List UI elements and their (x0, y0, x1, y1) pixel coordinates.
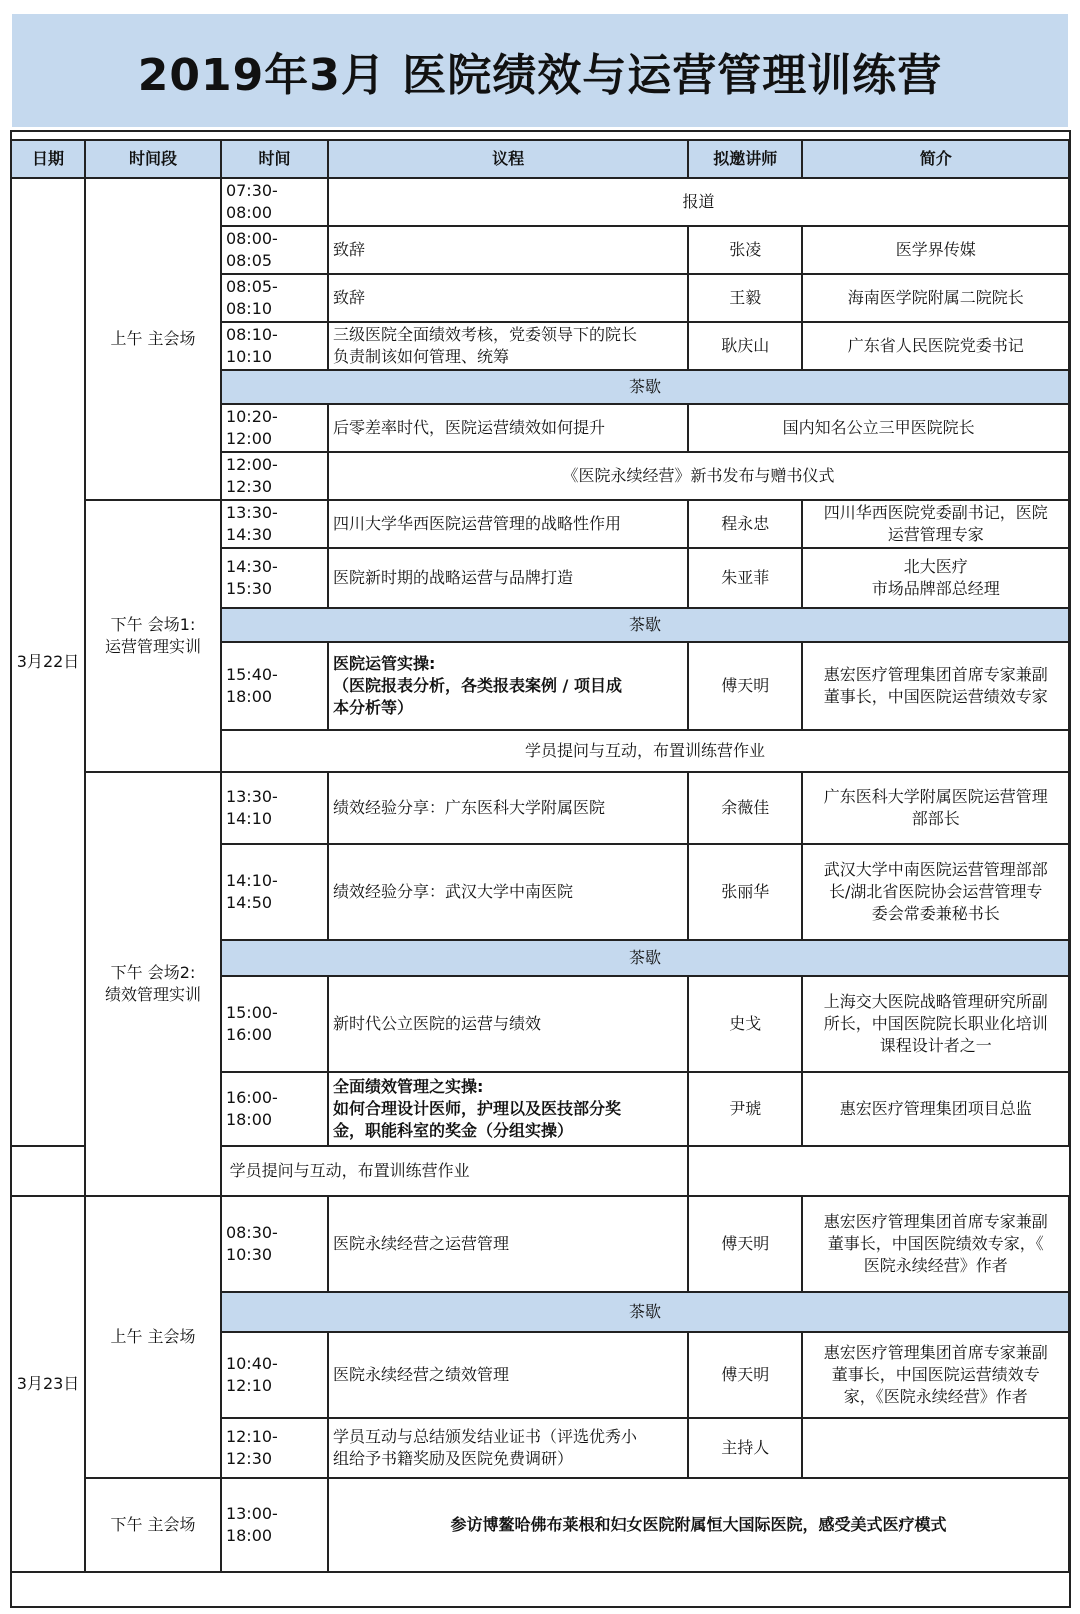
intro-cell: 四川华西医院党委副书记，医院 运营管理专家 (802, 500, 1069, 548)
speaker-cell: 朱亚菲 (688, 548, 802, 608)
break-cell: 茶歇 (221, 1292, 1069, 1332)
speaker-cell: 主持人 (688, 1418, 802, 1478)
intro-cell: 广东省人民医院党委书记 (802, 322, 1069, 370)
time-cell: 07:30- 08:00 (221, 178, 328, 226)
schedule-table (10, 139, 1070, 1573)
intro-cell: 惠宏医疗管理集团首席专家兼副 董事长，中国医院运营绩效专家 (802, 642, 1069, 730)
agenda-cell: 四川大学华西医院运营管理的战略性作用 (328, 500, 688, 548)
intro-cell: 惠宏医疗管理集团首席专家兼副 董事长，中国医院运营绩效专 家，《医院永续经营》作者 (802, 1332, 1069, 1418)
table-row (11, 500, 1069, 548)
intro-cell: 上海交大医院战略管理研究所副 所长，中国医院院长职业化培训 课程设计者之一 (802, 976, 1069, 1072)
session-cell: 下午 会场2: 绩效管理实训 (85, 772, 221, 1196)
agenda-cell: 致辞 (328, 226, 688, 274)
header-row (11, 140, 1069, 178)
speaker-cell: 傅天明 (688, 1332, 802, 1418)
intro-cell: 武汉大学中南医院运营管理部部 长/湖北省医院协会运营管理专 委会常委兼秘书长 (802, 844, 1069, 940)
time-cell: 14:30- 15:30 (221, 548, 328, 608)
intro-cell (802, 1418, 1069, 1478)
time-cell: 15:40- 18:00 (221, 642, 328, 730)
agenda-cell: 后零差率时代，医院运营绩效如何提升 (328, 404, 688, 452)
title-banner (12, 14, 1068, 127)
intro-cell: 北大医疗 市场品牌部总经理 (802, 548, 1069, 608)
time-cell: 13:00- 18:00 (221, 1478, 328, 1572)
speaker-cell: 傅天明 (688, 1196, 802, 1292)
time-cell: 12:00- 12:30 (221, 452, 328, 500)
header-time: 时间 (221, 140, 328, 178)
agenda-cell: 绩效经验分享：武汉大学中南医院 (328, 844, 688, 940)
time-cell: 12:10- 12:30 (221, 1418, 328, 1478)
note-cell: 学员提问与互动，布置训练营作业 (221, 730, 1069, 772)
agenda-cell: 报道 (328, 178, 1069, 226)
header-agenda: 议程 (328, 140, 688, 178)
time-cell: 13:30- 14:30 (221, 500, 328, 548)
header-intro: 简介 (802, 140, 1069, 178)
session-cell: 上午 主会场 (85, 178, 221, 500)
table-row (11, 1196, 1069, 1292)
header-period: 时间段 (85, 140, 221, 178)
agenda-cell: 参访博鳌哈佛布莱根和妇女医院附属恒大国际医院，感受美式医疗模式 (328, 1478, 1069, 1572)
break-cell: 茶歇 (221, 370, 1069, 404)
session-cell: 下午 主会场 (85, 1478, 221, 1572)
break-cell: 茶歇 (221, 940, 1069, 976)
agenda-cell: 全面绩效管理之实操: 如何合理设计医师，护理以及医技部分奖 金，职能科室的奖金（分组实操） (328, 1072, 688, 1146)
agenda-cell: 三级医院全面绩效考核，党委领导下的院长 负责制该如何管理、统筹 (328, 322, 688, 370)
header-date: 日期 (11, 140, 85, 178)
session-cell: 上午 主会场 (85, 1196, 221, 1478)
speaker-cell: 余薇佳 (688, 772, 802, 844)
agenda-cell: 医院运管实操: （医院报表分析，各类报表案例 / 项目成 本分析等） (328, 642, 688, 730)
speaker-cell: 傅天明 (688, 642, 802, 730)
speaker-cell: 耿庆山 (688, 322, 802, 370)
time-cell: 10:20- 12:00 (221, 404, 328, 452)
agenda-cell: 医院永续经营之绩效管理 (328, 1332, 688, 1418)
time-cell: 10:40- 12:10 (221, 1332, 328, 1418)
time-cell: 08:30- 10:30 (221, 1196, 328, 1292)
intro-cell: 医学界传媒 (802, 226, 1069, 274)
intro-cell: 广东医科大学附属医院运营管理 部部长 (802, 772, 1069, 844)
intro-cell: 惠宏医疗管理集团首席专家兼副 董事长，中国医院绩效专家，《 医院永续经营》作者 (802, 1196, 1069, 1292)
table-row (11, 772, 1069, 844)
speaker-cell: 史戈 (688, 976, 802, 1072)
time-cell: 08:05- 08:10 (221, 274, 328, 322)
break-cell: 茶歇 (221, 608, 1069, 642)
table-row (11, 178, 1069, 226)
speaker-cell: 尹琥 (688, 1072, 802, 1146)
agenda-cell: 绩效经验分享：广东医科大学附属医院 (328, 772, 688, 844)
table-row (11, 1478, 1069, 1572)
agenda-cell: 医院新时期的战略运营与品牌打造 (328, 548, 688, 608)
speaker-cell: 张丽华 (688, 844, 802, 940)
time-cell: 14:10- 14:50 (221, 844, 328, 940)
speaker-intro-cell: 国内知名公立三甲医院院长 (688, 404, 1069, 452)
note-cell: 学员提问与互动，布置训练营作业 (11, 1146, 688, 1196)
date-cell: 3月22日 (11, 178, 85, 1146)
agenda-cell: 医院永续经营之运营管理 (328, 1196, 688, 1292)
agenda-cell: 致辞 (328, 274, 688, 322)
agenda-cell: 《医院永续经营》新书发布与赠书仪式 (328, 452, 1069, 500)
time-cell: 13:30- 14:10 (221, 772, 328, 844)
time-cell: 16:00- 18:00 (221, 1072, 328, 1146)
intro-cell: 惠宏医疗管理集团项目总监 (802, 1072, 1069, 1146)
speaker-cell: 王毅 (688, 274, 802, 322)
date-cell: 3月23日 (11, 1196, 85, 1572)
time-cell: 08:10- 10:10 (221, 322, 328, 370)
speaker-cell: 张凌 (688, 226, 802, 274)
intro-cell: 海南医学院附属二院院长 (802, 274, 1069, 322)
session-cell: 下午 会场1: 运营管理实训 (85, 500, 221, 772)
page-title: 2019年3月 医院绩效与运营管理训练营 (137, 49, 943, 101)
time-cell: 08:00- 08:05 (221, 226, 328, 274)
agenda-cell: 学员互动与总结颁发结业证书（评选优秀小 组给予书籍奖励及医院免费调研） (328, 1418, 688, 1478)
time-cell: 15:00- 16:00 (221, 976, 328, 1072)
header-speaker: 拟邀讲师 (688, 140, 802, 178)
speaker-cell: 程永忠 (688, 500, 802, 548)
table-row (11, 1146, 1069, 1196)
agenda-cell: 新时代公立医院的运营与绩效 (328, 976, 688, 1072)
